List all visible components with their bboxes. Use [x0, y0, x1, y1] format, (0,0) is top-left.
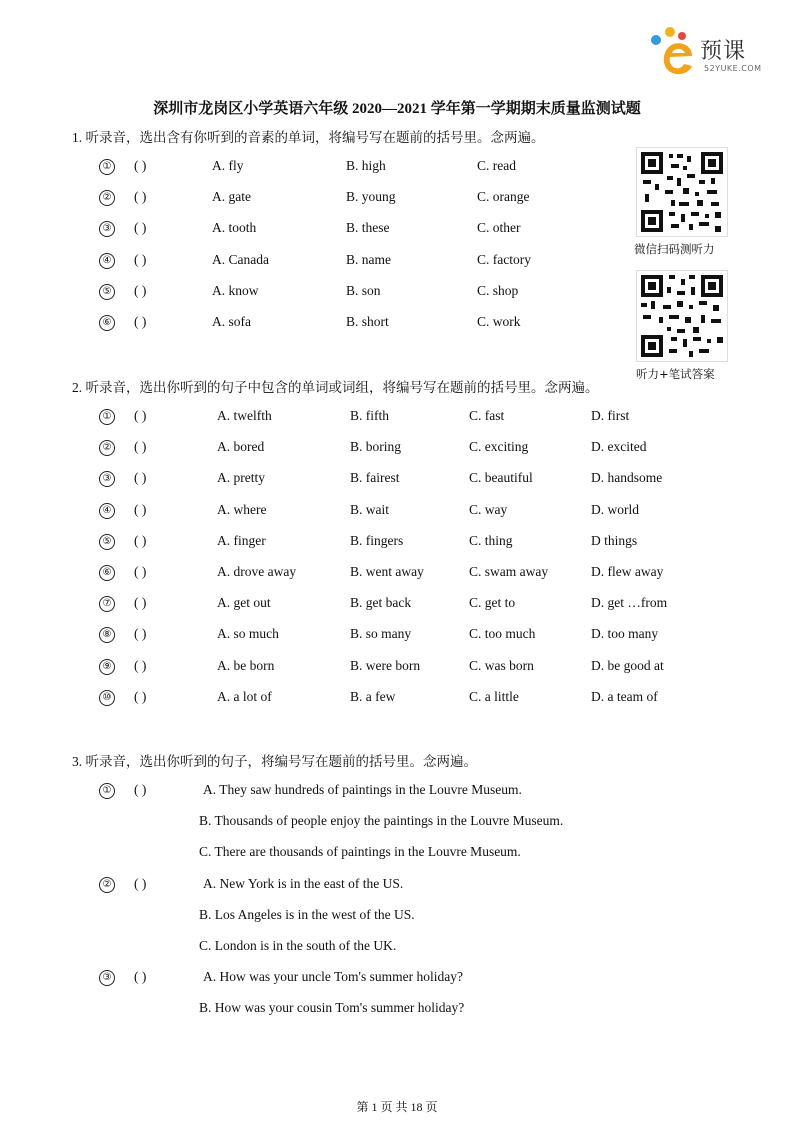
item-number: ①: [99, 783, 115, 799]
answer-blank[interactable]: ( ): [134, 657, 147, 673]
page-footer: 第 1 页 共 18 页: [356, 1100, 438, 1114]
option-c: C. fast: [469, 408, 505, 423]
option-a: A. a lot of: [217, 688, 272, 704]
qr-code-icon: [637, 271, 727, 361]
option-b: B. Los Angeles is in the west of the US.: [199, 907, 415, 922]
option-a: A. How was your uncle Tom's summer holiday?: [203, 969, 463, 984]
option-b: B. short: [346, 314, 389, 329]
item-number: ②: [99, 190, 115, 206]
option-c: C. way: [469, 501, 508, 517]
question-1-heading: 1. 听录音，选出含有你听到的音素的单词，将编号写在题前的括号里。念两遍。: [72, 130, 545, 145]
option-a: A. sofa: [212, 314, 251, 329]
option-a: A. pretty: [217, 470, 265, 486]
option-b: B. name: [346, 251, 391, 267]
option-b: B. fingers: [350, 532, 404, 548]
option-a: A. fly: [212, 158, 244, 173]
option-c: C. get to: [469, 595, 516, 611]
answer-blank[interactable]: ( ): [134, 439, 147, 455]
item-number: ①: [99, 409, 115, 425]
option-d: D. first: [591, 408, 630, 423]
option-b: B. went away: [350, 564, 424, 579]
option-a: A. twelfth: [217, 408, 272, 423]
qr-code-listening: [636, 147, 728, 237]
option-b: B. so many: [350, 626, 412, 642]
option-d: D. too many: [591, 626, 659, 642]
qr-code-answers: [636, 270, 728, 362]
option-a: A. so much: [217, 626, 279, 642]
option-d: D. get …from: [591, 595, 668, 611]
answer-blank[interactable]: ( ): [134, 220, 147, 236]
answer-blank[interactable]: ( ): [134, 501, 147, 517]
option-b: B. fifth: [350, 408, 389, 423]
answer-blank[interactable]: ( ): [134, 282, 147, 298]
item-number: ⑥: [99, 315, 115, 331]
option-c: C. work: [477, 314, 521, 329]
option-c: C. swam away: [469, 564, 549, 579]
option-c: C. thing: [469, 532, 513, 548]
answer-blank[interactable]: ( ): [134, 688, 147, 704]
option-a: A. be born: [217, 657, 275, 673]
option-b: B. young: [346, 189, 396, 205]
option-d: D. handsome: [591, 470, 663, 486]
logo-name: 预课: [700, 39, 747, 64]
item-number: ②: [99, 877, 115, 893]
option-d: D. a team of: [591, 688, 658, 704]
item-number: ⑧: [99, 627, 115, 643]
item-number: ⑨: [99, 659, 115, 675]
answer-blank[interactable]: ( ): [134, 408, 147, 423]
question-3-heading: 3. 听录音，选出你听到的句子，将编号写在题前的括号里。念两遍。: [72, 754, 477, 769]
answer-blank[interactable]: ( ): [134, 782, 147, 797]
option-b: B. fairest: [350, 470, 400, 486]
option-d: D things: [591, 532, 638, 548]
item-number: ⑤: [99, 534, 115, 550]
option-c: C. beautiful: [469, 470, 533, 486]
answer-blank[interactable]: ( ): [134, 626, 147, 642]
item-number: ③: [99, 221, 115, 237]
option-b: B. Thousands of people enjoy the paintings in the Louvre Museum.: [199, 813, 564, 828]
item-number: ⑦: [99, 596, 115, 612]
option-b: B. boring: [350, 439, 402, 455]
option-c: C. a little: [469, 688, 519, 704]
logo: [648, 26, 778, 82]
option-a: A. They saw hundreds of paintings in the Louvre Museum.: [203, 782, 522, 797]
option-a: A. where: [217, 501, 267, 517]
option-d: D. excited: [591, 439, 647, 455]
option-b: B. these: [346, 220, 390, 236]
logo-domain: 52YUKE.COM: [704, 64, 762, 73]
qr-caption-answers: 听力+笔试答案: [636, 367, 715, 381]
option-a: A. bored: [217, 439, 265, 455]
item-number: ④: [99, 503, 115, 519]
item-number: ⑩: [99, 690, 115, 706]
option-c: C. There are thousands of paintings in the Louvre Museum.: [199, 844, 521, 859]
option-a: A. New York is in the east of the US.: [203, 876, 404, 891]
option-a: A. Canada: [212, 251, 269, 267]
option-a: A. know: [212, 282, 259, 298]
answer-blank[interactable]: ( ): [134, 969, 147, 984]
logo-mark-icon: [648, 26, 700, 82]
option-b: B. were born: [350, 657, 421, 673]
option-b: B. How was your cousin Tom's summer holiday?: [199, 1000, 465, 1015]
option-d: D. world: [591, 501, 639, 517]
option-c: C. too much: [469, 626, 536, 642]
question-2-heading: 2. 听录音，选出你听到的句子中包含的单词或词组，将编号写在题前的括号里。念两遍。: [72, 380, 599, 395]
option-b: B. get back: [350, 595, 412, 611]
answer-blank[interactable]: ( ): [134, 564, 147, 579]
qr-code-icon: [637, 148, 727, 236]
option-b: B. wait: [350, 501, 389, 517]
answer-blank[interactable]: ( ): [134, 158, 147, 173]
option-a: A. finger: [217, 532, 266, 548]
item-number: ④: [99, 253, 115, 269]
item-number: ①: [99, 159, 115, 175]
answer-blank[interactable]: ( ): [134, 189, 147, 205]
option-a: A. drove away: [217, 564, 297, 579]
option-c: C. orange: [477, 189, 530, 205]
item-number: ⑤: [99, 284, 115, 300]
option-d: D. flew away: [591, 564, 664, 579]
option-a: A. tooth: [212, 220, 257, 236]
option-a: A. gate: [212, 189, 251, 205]
item-number: ③: [99, 970, 115, 986]
option-c: C. London is in the south of the UK.: [199, 938, 397, 953]
item-number: ②: [99, 440, 115, 456]
answer-blank[interactable]: ( ): [134, 532, 147, 548]
answer-blank[interactable]: ( ): [134, 251, 147, 267]
option-c: C. other: [477, 220, 521, 236]
qr-caption-listening: 微信扫码测听力: [634, 242, 715, 256]
option-c: C. shop: [477, 282, 519, 298]
option-b: B. a few: [350, 688, 396, 704]
answer-blank[interactable]: ( ): [134, 470, 147, 486]
option-d: D. be good at: [591, 657, 664, 673]
answer-blank[interactable]: ( ): [134, 314, 147, 329]
item-number: ⑥: [99, 565, 115, 581]
option-c: C. factory: [477, 251, 531, 267]
option-c: C. was born: [469, 657, 534, 673]
option-a: A. get out: [217, 595, 271, 611]
option-c: C. exciting: [469, 439, 529, 455]
page-title: 深圳市龙岗区小学英语六年级 2020—2021 学年第一学期期末质量监测试题: [153, 101, 641, 117]
answer-blank[interactable]: ( ): [134, 876, 147, 891]
option-b: B. son: [346, 282, 381, 298]
option-b: B. high: [346, 158, 386, 173]
answer-blank[interactable]: ( ): [134, 595, 147, 611]
option-c: C. read: [477, 158, 516, 173]
item-number: ③: [99, 471, 115, 487]
